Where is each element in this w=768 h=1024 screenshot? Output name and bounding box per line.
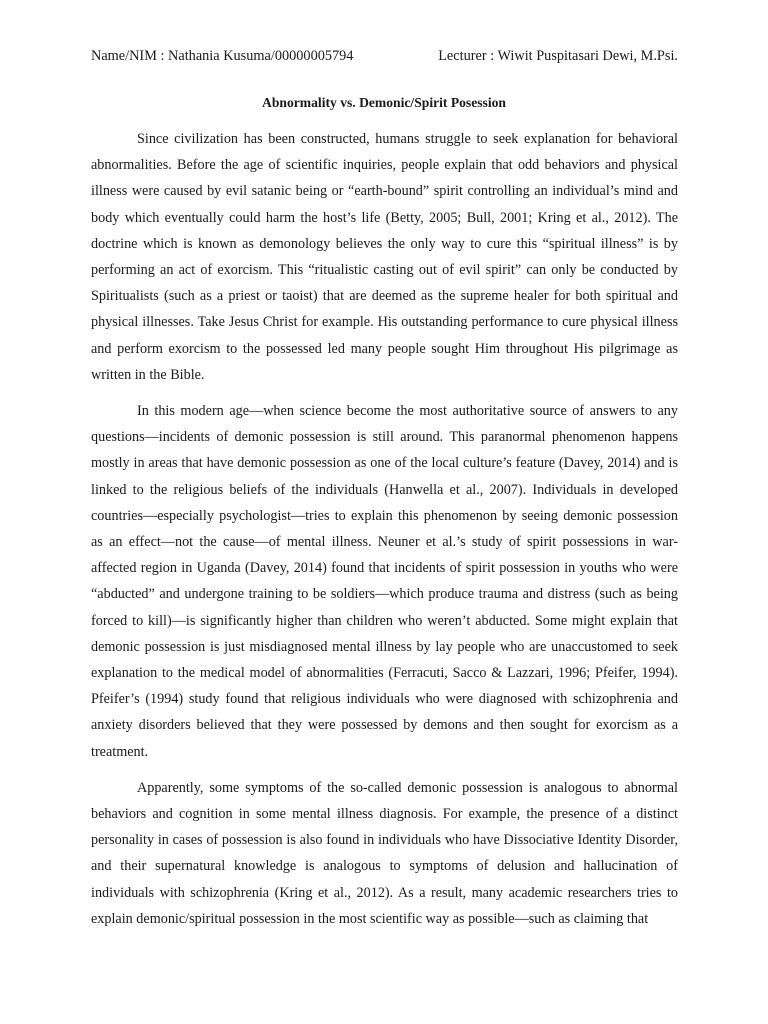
paragraph: Since civilization has been constructed, humans struggle to seek explanation for behavioral abnormalities. Before the age of scientific inquiries, people explain that odd behaviors and physical illness were caused by evil satanic being or “earth-bound” spirit controlling an individual’s mind and body which eventually could harm the host’s life (Betty, 2005; Bull, 2001; Kring et al., 2012). The doctrine which is known as demonology believes the only way to cure this “spiritual illness” is by performing an act of exorcism. This “ritualistic casting out of evil spirit” can only be conducted by Spiritualists (such as a priest or taoist) that are deemed as the supreme healer for both spiritual and physical illnesses. Take Jesus Christ for example. His outstanding performance to cure physical illness and perform exorcism to the possessed led many people sought Him throughout His pilgrimage as written in the Bible.	[91, 131, 678, 383]
student-name-nim: Name/NIM : Nathania Kusuma/00000005794	[91, 48, 354, 64]
lecturer-name: Lecturer : Wiwit Puspitasari Dewi, M.Psi.	[438, 48, 678, 64]
paragraph: Apparently, some symptoms of the so-called demonic possession is analogous to abnormal behaviors and cognition in some mental illness diagnosis. For example, the presence of a distinct personality in cases of possession is also found in individuals who have Dissociative Identity Disorder, and their supernatural knowledge is analogous to symptoms of delusion and hallucination of individuals with schizophrenia (Kring et al., 2012). As a result, many academic researchers tries to explain demonic/spiritual possession in the most scientific way as possible—such as claiming that	[91, 779, 678, 927]
document-body	[91, 126, 678, 932]
paragraph: In this modern age—when science become the most authoritative source of answers to any questions—incidents of demonic possession is still around. This paranormal phenomenon happens mostly in areas that have demonic possession as one of the local culture’s feature (Davey, 2014) and is linked to the religious beliefs of the individuals (Hanwella et al., 2007). Individuals in developed countries—especially psychologist—tries to explain this phenomenon by seeing demonic possession as an effect—not the cause—of mental illness. Neuner et al.’s study of spirit possessions in war-affected region in Uganda (Davey, 2014) found that incidents of spirit possession in youths who were “abducted” and undergone training to be soldiers—which produce trauma and distress (such as being forced to kill)—is significantly higher than children who weren’t abducted. Some might explain that demonic possession is just misdiagnosed mental illness by lay people who are unaccustomed to seek explanation to the medical model of abnormalities (Ferracuti, Sacco & Lazzari, 1996; Pfeifer, 1994). Pfeifer’s (1994) study found that religious individuals who were diagnosed with schizophrenia and anxiety disorders believed that they were possessed by demons and then sought for exorcism as a treatment.	[91, 403, 678, 760]
document-header	[91, 46, 678, 66]
document-title: Abnormality vs. Demonic/Spirit Posession	[262, 95, 506, 110]
